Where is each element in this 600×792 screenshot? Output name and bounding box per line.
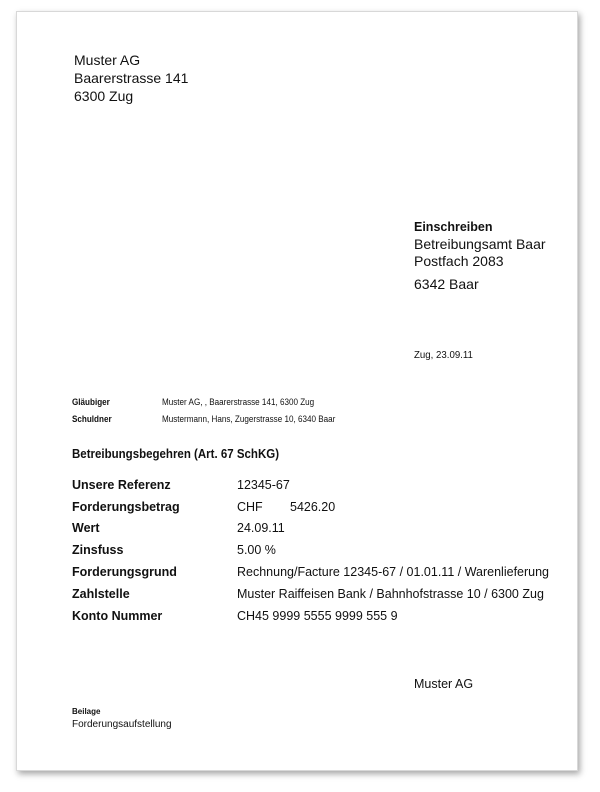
registered-mail-label: Einschreiben (414, 220, 493, 234)
amount-currency: CHF (237, 499, 263, 514)
letter-date: Zug, 23.09.11 (414, 349, 473, 361)
account-label: Konto Nummer (72, 608, 163, 623)
creditor-label: Gläubiger (72, 397, 110, 407)
debtor-row (72, 411, 335, 428)
parties-block (72, 394, 365, 428)
payment-office-row (72, 583, 549, 605)
recipient-name: Betreibungsamt Baar (414, 236, 546, 252)
account-row (72, 605, 549, 627)
payment-office-value: Muster Raiffeisen Bank / Bahnhofstrasse 10 / 6300 Zug (237, 586, 544, 601)
interest-row (72, 539, 549, 561)
account-value: CH45 9999 5555 9999 555 9 (237, 608, 398, 623)
amount-row (72, 496, 549, 518)
recipient-postbox: Postfach 2083 (414, 253, 504, 269)
value-date-label: Wert (72, 521, 100, 536)
reference-value: 12345-67 (237, 477, 290, 492)
value-date-row (72, 518, 549, 540)
sender-street: Baarerstrasse 141 (74, 70, 189, 86)
sender-name: Muster AG (74, 52, 141, 68)
claim-details (72, 474, 549, 627)
reference-row (72, 474, 549, 496)
amount-label: Forderungsbetrag (72, 499, 180, 514)
sender-city: 6300 Zug (74, 88, 134, 104)
document-title: Betreibungsbegehren (Art. 67 SchKG) (72, 447, 280, 461)
reference-label: Unsere Referenz (72, 477, 171, 492)
creditor-value: Muster AG, , Baarerstrasse 141, 6300 Zug (162, 397, 315, 407)
reason-value: Rechnung/Facture 12345-67 / 01.01.11 / Warenlieferung (237, 565, 550, 580)
sender-address (74, 51, 188, 105)
enclosure-item: Forderungsaufstellung (72, 719, 172, 730)
interest-value: 5.00 % (237, 543, 276, 558)
recipient-address (414, 219, 546, 293)
reason-row (72, 561, 549, 583)
payment-office-label: Zahlstelle (72, 586, 130, 601)
interest-label: Zinsfuss (72, 543, 124, 558)
enclosure-label: Beilage (72, 707, 101, 716)
recipient-city: 6342 Baar (414, 276, 479, 292)
debtor-value: Mustermann, Hans, Zugerstrasse 10, 6340 Baar (162, 414, 336, 424)
creditor-row (72, 394, 335, 411)
debtor-label: Schuldner (72, 414, 112, 424)
reason-label: Forderungsgrund (72, 565, 177, 580)
document-page (16, 11, 578, 771)
value-date-value: 24.09.11 (237, 521, 285, 536)
amount-value: 5426.20 (290, 499, 336, 514)
amount-value-group (237, 500, 335, 514)
signature: Muster AG (414, 677, 474, 691)
